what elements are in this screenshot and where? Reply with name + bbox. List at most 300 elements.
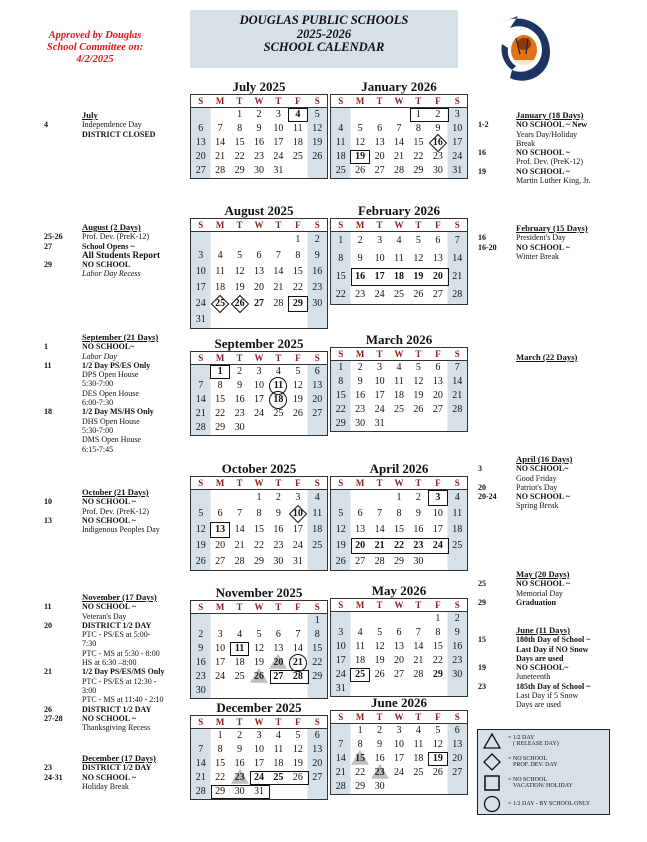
day-cell: 11 [394, 376, 404, 387]
notes-june [478, 626, 608, 710]
day-cell: 6 [256, 250, 262, 261]
empty-cell [389, 417, 408, 431]
day-cell: 9 [415, 508, 421, 519]
empty-cell [191, 108, 210, 122]
weekday-label: T [415, 349, 422, 359]
day-cell: 10 [253, 380, 264, 391]
weekday-label: F [295, 96, 301, 106]
day-cell: 23 [355, 404, 366, 415]
month-heading: June (11 Days) [516, 625, 570, 635]
event-date [44, 269, 82, 278]
day-cell: 25 [273, 772, 284, 783]
day-cell: 22 [355, 767, 366, 778]
event-text: 3:00 [82, 685, 97, 695]
day-cell: 30 [413, 556, 424, 567]
day-cell: 14 [452, 376, 463, 387]
event-date [478, 645, 516, 654]
day-cell: 6 [396, 627, 402, 638]
event-date [44, 379, 82, 388]
calendar-dec [190, 701, 328, 800]
weekday-label: M [355, 712, 365, 722]
weekday-label: T [236, 96, 243, 106]
calendar-days [331, 361, 467, 431]
weekday-label: T [275, 220, 282, 230]
day-cell: 16 [428, 136, 447, 150]
school-year: 2025-2026 [296, 26, 352, 41]
day-cell: 12 [234, 266, 245, 277]
event-text: President's Day [516, 233, 566, 243]
event-date: 3 [478, 464, 482, 474]
day-cell: 13 [273, 643, 284, 654]
day-cell: 1 [338, 235, 344, 246]
weekday-label: S [454, 220, 460, 230]
day-cell: 7 [377, 508, 383, 519]
weekday-label: S [198, 96, 204, 106]
day-cell: 13 [432, 253, 443, 264]
day-cell: 12 [292, 744, 303, 755]
day-cell: 9 [454, 627, 460, 638]
day-cell: 18 [292, 137, 303, 148]
empty-cell [350, 490, 369, 506]
day-cell: 12 [374, 641, 385, 652]
day-cell: 21 [215, 151, 226, 162]
weekday-label: S [338, 349, 344, 359]
day-cell: 23 [230, 771, 249, 785]
day-cell: 29 [393, 556, 404, 567]
day-cell: 1 [415, 109, 421, 120]
empty-cell [288, 312, 307, 328]
day-cell: 9 [357, 253, 363, 264]
event-text: NO SCHOOL ~ New [516, 120, 588, 130]
day-cell: 16 [312, 266, 323, 277]
day-cell: 25 [335, 165, 346, 176]
day-cell: 5 [237, 250, 243, 261]
day-cell: 25 [350, 668, 369, 682]
day-cell: 3 [377, 362, 383, 373]
day-cell: 25 [292, 151, 303, 162]
day-cell: 10 [288, 506, 307, 522]
notes-september [44, 333, 184, 454]
day-cell: 28 [335, 781, 346, 792]
day-cell: 26 [355, 165, 366, 176]
event-text: 180th Day of School ~ [516, 635, 591, 645]
day-cell: 24 [215, 671, 226, 682]
day-cell: 29 [234, 165, 245, 176]
event-text: Prof. Dev. (PreK-12) [82, 506, 150, 516]
day-cell: 5 [377, 627, 383, 638]
day-cell: 5 [435, 725, 441, 736]
calendar-days [331, 490, 467, 570]
day-cell: 8 [314, 629, 320, 640]
empty-cell [350, 682, 369, 696]
event-text: All Students Report [82, 249, 161, 260]
event-date: 27 [44, 241, 52, 251]
day-cell: 5 [198, 508, 204, 519]
day-cell: 25 [273, 408, 284, 419]
day-cell: 20 [452, 753, 463, 764]
weekday-label: F [295, 220, 301, 230]
day-cell: 2 [237, 730, 243, 741]
event-text: 5:30-7:00 [82, 379, 114, 389]
calendar-days [191, 108, 327, 178]
day-cell: 8 [256, 508, 262, 519]
day-cell: 16 [355, 390, 366, 401]
event-date [44, 723, 82, 732]
day-cell: 22 [215, 772, 226, 783]
event-text: NO SCHOOL ~ [516, 579, 570, 589]
day-cell: 5 [415, 235, 421, 246]
day-cell: 5 [338, 508, 344, 519]
weekday-label: M [355, 478, 365, 488]
event-date [478, 157, 516, 166]
empty-cell [249, 684, 268, 698]
event-date [44, 658, 82, 667]
event-text: 5:30-7:00 [82, 425, 114, 435]
day-cell: 3 [428, 490, 447, 506]
day-cell: 27 [452, 767, 463, 778]
empty-cell [230, 490, 249, 506]
page-title [190, 10, 458, 68]
day-cell: 27 [432, 289, 443, 300]
weekday-header [331, 477, 467, 490]
day-cell: 13 [312, 744, 323, 755]
event-text: Labor Day [82, 351, 117, 361]
day-cell: 17 [335, 655, 346, 666]
calendar-jun [330, 696, 468, 795]
day-cell: 20 [312, 394, 323, 405]
empty-cell [269, 312, 288, 328]
day-cell: 2 [435, 109, 441, 120]
event-text: 7:30 [82, 639, 97, 649]
legend-item-holiday [482, 774, 573, 792]
calendar-may [330, 584, 468, 697]
event-date: 1-2 [478, 120, 489, 130]
empty-cell [350, 108, 369, 122]
event-date [44, 782, 82, 791]
day-cell: 10 [452, 123, 463, 134]
day-cell: 3 [256, 366, 262, 377]
day-cell: 3 [217, 629, 223, 640]
day-cell: 25 [393, 289, 404, 300]
empty-cell [370, 108, 389, 122]
day-cell: 23 [432, 151, 443, 162]
tiger-mascot-logo-icon [492, 14, 552, 84]
day-cell: 6 [275, 629, 281, 640]
event-date [478, 501, 516, 510]
calendar-title: February 2026 [358, 203, 440, 218]
day-cell: 31 [452, 165, 463, 176]
calendar-days [191, 232, 327, 328]
weekday-label: S [198, 602, 204, 612]
day-cell: 9 [237, 744, 243, 755]
day-cell: 19 [413, 390, 424, 401]
day-cell: 24 [253, 408, 264, 419]
legend-label: VACATION/ HOLIDAY [513, 783, 573, 789]
day-cell: 1 [435, 613, 441, 624]
day-cell: 16 [234, 758, 245, 769]
empty-cell [249, 421, 268, 435]
event-date [44, 426, 82, 435]
weekday-label: T [275, 353, 282, 363]
event-text: NO SCHOOL~ [82, 342, 135, 352]
event-date: 20 [44, 620, 52, 630]
day-cell: 15 [335, 271, 346, 282]
day-cell: 3 [338, 627, 344, 638]
empty-cell [308, 312, 327, 328]
weekday-label: W [394, 600, 404, 610]
day-cell: 17 [253, 394, 264, 405]
calendar-grid [330, 94, 468, 179]
day-cell: 2 [454, 613, 460, 624]
day-cell: 14 [273, 266, 284, 277]
day-cell: 19 [335, 540, 346, 551]
empty-cell [249, 312, 268, 328]
day-cell: 2 [256, 109, 262, 120]
day-cell: 5 [357, 123, 363, 134]
weekday-label: S [454, 478, 460, 488]
day-cell: 13 [374, 137, 385, 148]
empty-cell [428, 780, 447, 794]
day-cell: 24 [374, 289, 385, 300]
weekday-label: F [435, 478, 441, 488]
day-cell: 1 [217, 730, 223, 741]
circle-icon [482, 795, 502, 813]
day-cell: 9 [237, 380, 243, 391]
day-cell: 20 [269, 656, 288, 670]
weekday-label: F [295, 353, 301, 363]
calendar-grid [330, 218, 468, 305]
empty-cell [448, 780, 467, 794]
day-cell: 16 [273, 524, 284, 535]
event-date: 25 [478, 579, 486, 589]
day-cell: 26 [292, 772, 303, 783]
day-cell: 5 [314, 109, 320, 120]
day-cell: 21 [452, 271, 463, 282]
event-text: PTC - PS/ES at 5:00- [82, 630, 151, 640]
day-cell: 15 [234, 137, 245, 148]
day-cell: 8 [217, 380, 223, 391]
weekday-label: W [394, 349, 404, 359]
day-cell: 15 [432, 641, 443, 652]
day-cell: 3 [454, 109, 460, 120]
calendar-title: June 2026 [371, 695, 427, 710]
day-cell: 22 [432, 655, 443, 666]
day-cell: 20 [432, 271, 443, 282]
empty-cell [428, 554, 447, 570]
event-date [44, 639, 82, 648]
event-date [44, 352, 82, 361]
calendar-days [191, 729, 327, 799]
empty-cell [331, 490, 350, 506]
event-text: Break [516, 138, 536, 148]
day-cell: 20 [312, 758, 323, 769]
event-text: DISTRICT 1/2 DAY [82, 704, 152, 714]
day-cell: 15 [413, 137, 424, 148]
event-text: NO SCHOOL ~ [82, 515, 136, 525]
day-cell: 3 [256, 730, 262, 741]
weekday-label: S [454, 712, 460, 722]
month-heading: February (15 Days) [516, 223, 588, 233]
event-date: 29 [478, 597, 486, 607]
day-cell: 10 [432, 508, 443, 519]
day-cell: 27 [312, 772, 323, 783]
weekday-label: T [415, 712, 422, 722]
day-cell: 7 [415, 627, 421, 638]
weekday-label: M [215, 353, 225, 363]
event-text: DISTRICT 1/2 DAY [82, 620, 152, 630]
weekday-label: S [314, 353, 320, 363]
day-cell: 15 [215, 758, 226, 769]
event-text: Martin Luther King, Jr. [516, 176, 591, 186]
empty-cell [230, 312, 249, 328]
calendar-days [331, 612, 467, 696]
day-cell: 10 [335, 641, 346, 652]
day-cell: 4 [288, 108, 307, 122]
day-cell: 25 [393, 404, 404, 415]
day-cell: 7 [396, 123, 402, 134]
legend-label: = NO SCHOOL [508, 755, 548, 762]
empty-cell [191, 365, 210, 379]
day-cell: 26 [413, 289, 424, 300]
event-date [44, 677, 82, 686]
day-cell: 10 [374, 376, 385, 387]
empty-cell [269, 785, 288, 799]
day-cell: 20 [195, 151, 206, 162]
day-cell: 20 [253, 282, 264, 293]
day-cell: 31 [292, 556, 303, 567]
notes-december [44, 754, 184, 791]
calendar-grid [330, 598, 468, 697]
day-cell: 7 [295, 629, 301, 640]
calendar-grid [330, 710, 468, 795]
day-cell: 14 [292, 643, 303, 654]
legend-item-school-half-day [482, 795, 590, 813]
calendar-title: March 2026 [365, 332, 433, 347]
day-cell: 7 [237, 508, 243, 519]
approval-note [40, 30, 150, 66]
empty-cell [191, 729, 210, 743]
day-cell: 11 [269, 379, 288, 393]
day-cell: 2 [377, 725, 383, 736]
calendar-grid [190, 715, 328, 800]
event-date: 11 [44, 360, 52, 370]
event-text: Winter Break [516, 251, 559, 261]
day-cell: 1 [338, 362, 344, 373]
day-cell: 14 [393, 137, 404, 148]
day-cell: 17 [292, 524, 303, 535]
event-text: PTC - MS at 5:30 - 8:00 [82, 648, 160, 658]
weekday-header [191, 477, 327, 490]
day-cell: 28 [195, 422, 206, 433]
day-cell: 29 [215, 786, 226, 797]
event-text: DPS Open House [82, 370, 139, 380]
day-cell: 13 [393, 641, 404, 652]
day-cell: 25 [312, 540, 323, 551]
day-cell: 25 [452, 540, 463, 551]
day-cell: 29 [253, 556, 264, 567]
day-cell: 30 [195, 685, 206, 696]
weekday-label: F [435, 600, 441, 610]
day-cell: 21 [335, 767, 346, 778]
day-cell: 20 [432, 390, 443, 401]
event-date [478, 176, 516, 185]
day-cell: 19 [374, 655, 385, 666]
day-cell: 9 [198, 643, 204, 654]
day-cell: 29 [288, 296, 307, 312]
event-text: NO SCHOOL ~ [516, 492, 570, 502]
empty-cell [210, 232, 229, 248]
notes-january [478, 111, 608, 185]
day-cell: 23 [253, 151, 264, 162]
weekday-label: T [376, 96, 383, 106]
weekday-header [331, 599, 467, 612]
event-date [44, 417, 82, 426]
legend [477, 729, 610, 815]
day-cell: 14 [374, 524, 385, 535]
day-cell: 8 [217, 744, 223, 755]
weekday-label: T [275, 96, 282, 106]
day-cell: 1 [295, 234, 301, 245]
day-cell: 31 [253, 786, 264, 797]
empty-cell [269, 684, 288, 698]
event-text: DMS Open House [82, 435, 142, 445]
day-cell: 25 [210, 296, 229, 312]
day-cell: 8 [295, 250, 301, 261]
empty-cell [288, 614, 307, 628]
day-cell: 21 [413, 655, 424, 666]
empty-cell [308, 554, 327, 570]
square-icon [482, 774, 502, 792]
day-cell: 18 [393, 390, 404, 401]
event-date [478, 474, 516, 483]
day-cell: 19 [234, 282, 245, 293]
event-date [44, 649, 82, 658]
empty-cell [448, 682, 467, 696]
day-cell: 8 [338, 253, 344, 264]
day-cell: 4 [396, 362, 402, 373]
notes-may [478, 570, 608, 607]
day-cell: 6 [198, 123, 204, 134]
empty-cell [191, 232, 210, 248]
event-text: 1/2 Day MS/HS Only [82, 407, 154, 417]
day-cell: 19 [292, 758, 303, 769]
calendar-jan [330, 80, 468, 179]
event-date: 23 [478, 681, 486, 691]
day-cell: 17 [215, 657, 226, 668]
notes-february [478, 224, 608, 261]
day-cell: 13 [253, 266, 264, 277]
day-cell: 11 [215, 266, 225, 277]
month-heading: January (18 Days) [516, 110, 584, 120]
calendar-grid [190, 600, 328, 699]
day-cell: 18 [269, 393, 288, 407]
day-cell: 27 [312, 408, 323, 419]
day-cell: 3 [275, 109, 281, 120]
day-cell: 16 [452, 641, 463, 652]
weekday-label: S [314, 96, 320, 106]
day-cell: 21 [273, 282, 284, 293]
day-cell: 30 [234, 422, 245, 433]
weekday-label: W [254, 96, 264, 106]
event-date [478, 672, 516, 681]
day-cell: 10 [273, 123, 284, 134]
empty-cell [269, 614, 288, 628]
empty-cell [448, 554, 467, 570]
day-cell: 4 [237, 629, 243, 640]
legend-label: PROF. DEV. DAY [513, 762, 558, 768]
weekday-label: T [376, 220, 383, 230]
empty-cell [308, 684, 327, 698]
